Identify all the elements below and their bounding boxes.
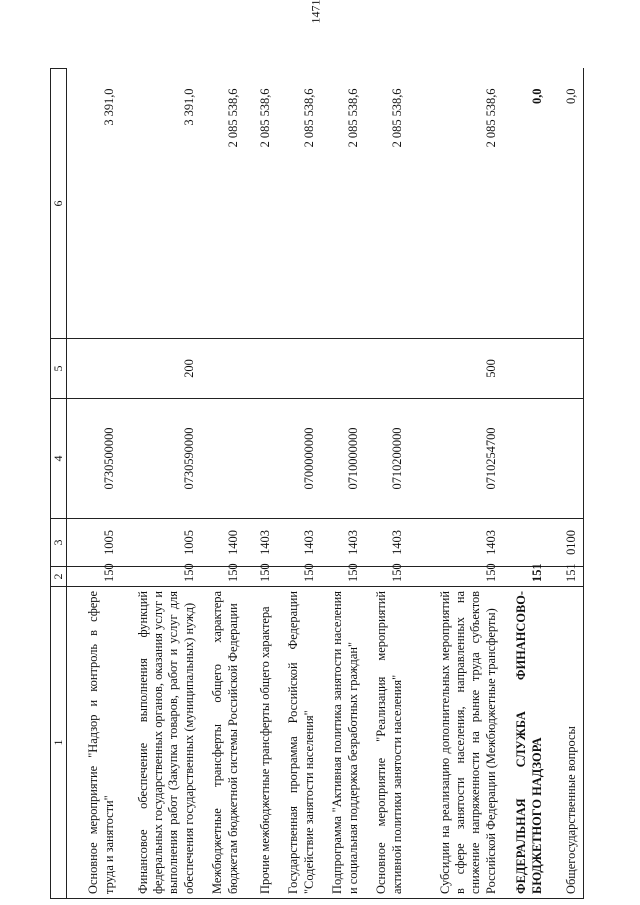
row-code-4: 0710254700: [409, 399, 503, 519]
row-code-4: [245, 399, 277, 519]
row-amount: 3 391,0: [121, 69, 201, 339]
row-code-5: 500: [409, 339, 503, 399]
row-code-4: 0710000000: [321, 399, 365, 519]
row-amount: 2 085 538,6: [321, 69, 365, 339]
row-code-3: 1005: [121, 519, 201, 567]
row-code-2: 150: [277, 567, 321, 587]
table-row: [321, 69, 365, 899]
row-amount: 3 391,0: [66, 69, 121, 339]
row-code-4: 0730500000: [66, 399, 121, 519]
row-code-5: [201, 339, 245, 399]
page-number: 1471: [308, 0, 323, 24]
table-row: [66, 69, 121, 899]
row-code-3: 1403: [321, 519, 365, 567]
row-code-2: 151: [503, 567, 549, 587]
row-code-3: 1400: [201, 519, 245, 567]
row-code-3: 1005: [66, 519, 121, 567]
table-row: [121, 69, 201, 899]
row-code-3: 1403: [365, 519, 409, 567]
row-code-5: [365, 339, 409, 399]
row-name: Основное мероприятие "Надзор и контроль в сфере труда и занятости": [66, 587, 121, 899]
table-row: [277, 69, 321, 899]
row-code-2: 150: [66, 567, 121, 587]
row-amount: 2 085 538,6: [245, 69, 277, 339]
row-code-4: [549, 399, 584, 519]
budget-table: [50, 68, 584, 899]
column-header-5: 5: [51, 339, 67, 399]
row-code-3: 0100: [549, 519, 584, 567]
row-code-3: 1403: [245, 519, 277, 567]
table-row: [245, 69, 277, 899]
row-code-2: 150: [365, 567, 409, 587]
column-header-3: 3: [51, 519, 67, 567]
row-name: Государственная программа Российской Федерации "Содействие занятости населения": [277, 587, 321, 899]
row-amount: 2 085 538,6: [201, 69, 245, 339]
column-header-6: 6: [51, 69, 67, 339]
row-code-5: [66, 339, 121, 399]
row-name: Общегосударственные вопросы: [549, 587, 584, 899]
row-code-2: 150: [409, 567, 503, 587]
row-code-2: 150: [245, 567, 277, 587]
row-code-4: [201, 399, 245, 519]
row-amount: 2 085 538,6: [277, 69, 321, 339]
row-code-5: [245, 339, 277, 399]
row-code-4: 0700000000: [277, 399, 321, 519]
table-row: [409, 69, 503, 899]
row-name: Основное мероприятие "Реализация мероприятий активной политики занятости населения": [365, 587, 409, 899]
row-code-5: [321, 339, 365, 399]
row-code-3: 1403: [277, 519, 321, 567]
row-code-3: 1403: [409, 519, 503, 567]
row-code-5: [277, 339, 321, 399]
row-name: ФЕДЕРАЛЬНАЯ СЛУЖБА ФИНАНСОВО-БЮДЖЕТНОГО НАДЗОРА: [503, 587, 549, 899]
rotated-table-container: [50, 69, 610, 899]
row-code-5: [503, 339, 549, 399]
row-code-4: 0710200000: [365, 399, 409, 519]
row-name: Подпрограмма "Активная политика занятости населения и социальная поддержка безработных граждан": [321, 587, 365, 899]
row-name: Межбюджетные трансферты общего характера бюджетам бюджетной системы Российской Федерации: [201, 587, 245, 899]
row-amount: 0,0: [503, 69, 549, 339]
row-code-2: 150: [121, 567, 201, 587]
table-row: [503, 69, 549, 899]
row-amount: 2 085 538,6: [365, 69, 409, 339]
row-name: Финансовое обеспечение выполнения функций федеральных государственных органов, оказания услуг и выполнения работ (Закупка товаров, работ и услуг для обеспечения государственных (муниципальных) нужд): [121, 587, 201, 899]
row-name: Субсидии на реализацию дополнительных мероприятий в сфере занятости населения, направленных на снижение напряженности на рынке труда субъектов Российской Федерации (Межбюджетные трансферты): [409, 587, 503, 899]
table-header-row: [51, 69, 67, 899]
row-code-3: [503, 519, 549, 567]
row-name: Прочие межбюджетные трансферты общего характера: [245, 587, 277, 899]
row-amount: 2 085 538,6: [409, 69, 503, 339]
row-code-4: [503, 399, 549, 519]
column-header-2: 2: [51, 567, 67, 587]
row-code-5: 200: [121, 339, 201, 399]
table-row: [549, 69, 584, 899]
row-code-5: [549, 339, 584, 399]
table-row: [365, 69, 409, 899]
row-code-2: 150: [201, 567, 245, 587]
row-code-4: 0730590000: [121, 399, 201, 519]
row-code-2: 151: [549, 567, 584, 587]
row-amount: 0,0: [549, 69, 584, 339]
column-header-1: 1: [51, 587, 67, 899]
row-code-2: 150: [321, 567, 365, 587]
column-header-4: 4: [51, 399, 67, 519]
table-row: [201, 69, 245, 899]
